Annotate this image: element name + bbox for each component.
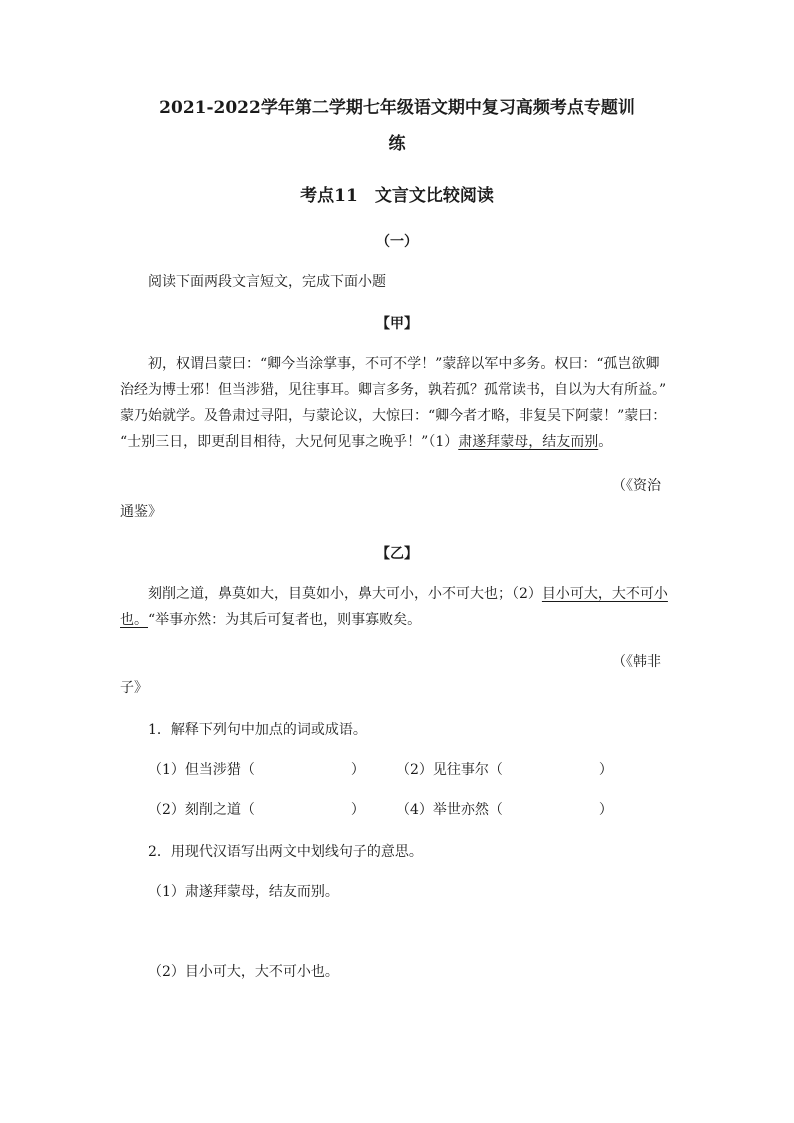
close-paren: ）	[598, 802, 613, 818]
page-title-continued: 练	[388, 134, 406, 154]
passage-a-text: “士别三日，即更刮目相待，大兄何见事之晚乎！”（1）	[120, 434, 459, 450]
question-1-item-label: （1）但当涉猎（	[148, 762, 255, 778]
question-1-item-label: （2）刻削之道（	[148, 802, 255, 818]
question-2-item: （2）目小可大，大不可小也。	[148, 964, 339, 980]
passage-a-line: 蒙乃始就学。及鲁肃过寻阳，与蒙论议，大惊曰：“卿今者才略，非复吴下阿蒙！”蒙曰：	[120, 408, 667, 424]
question-1-stem: 1．解释下列句中加点的词或成语。	[148, 722, 367, 738]
passage-a-heading: 【甲】	[376, 316, 418, 332]
passage-b-text: 刻削之道，鼻莫如大，目莫如小，鼻大可小，小不可大也；（2）	[148, 586, 542, 602]
question-1-item-label: （4）举世亦然（	[396, 802, 503, 818]
underlined-sentence-2-end: 也。	[120, 612, 148, 628]
question-1-item	[396, 800, 613, 820]
underlined-sentence-1: 肃遂拜蒙母，结友而别	[458, 434, 599, 450]
question-1-item-label: （2）见往事尔（	[396, 762, 503, 778]
question-1-item	[396, 760, 613, 780]
question-1-item	[148, 760, 365, 780]
question-2-item: （1）肃遂拜蒙母，结友而别。	[148, 884, 339, 900]
passage-b-text: “举事亦然：为其后可复者也，则事寡败矣。	[148, 612, 422, 628]
reading-instruction: 阅读下面两段文言短文，完成下面小题	[148, 274, 386, 290]
question-2-stem: 2．用现代汉语写出两文中划线句子的意思。	[148, 844, 423, 860]
passage-b-source: （《韩非	[612, 654, 661, 670]
underlined-sentence-2: 目小可大，大不可小	[541, 586, 668, 602]
passage-a-source: （《资治	[612, 478, 661, 494]
page-title: 2021-2022学年第二学期七年级语文期中复习高频考点专题训	[159, 98, 635, 118]
passage-b-heading: 【乙】	[376, 546, 418, 562]
question-1-item	[148, 800, 365, 820]
passage-a-line: 治经为博士邪！但当涉猎，见往事耳。卿言多务，孰若孤？孤常读书，自以为大有所益。”	[120, 382, 667, 398]
section-marker: （一）	[376, 234, 418, 250]
close-paren: ）	[350, 762, 365, 778]
passage-a-source-continued: 通鉴》	[120, 504, 162, 520]
close-paren: ）	[598, 762, 613, 778]
passage-b-line	[148, 584, 668, 604]
passage-a-text: 。	[598, 434, 613, 450]
close-paren: ）	[350, 802, 365, 818]
topic-subtitle: 考点11 文言文比较阅读	[300, 186, 494, 206]
passage-a-line: 初，权谓吕蒙曰：“卿今当涂掌事，不可不学！”蒙辞以军中多务。权曰：“孤岂欲卿	[148, 356, 660, 372]
passage-a-line	[120, 432, 612, 452]
passage-b-line	[120, 610, 421, 630]
passage-b-source-continued: 子》	[120, 680, 148, 696]
